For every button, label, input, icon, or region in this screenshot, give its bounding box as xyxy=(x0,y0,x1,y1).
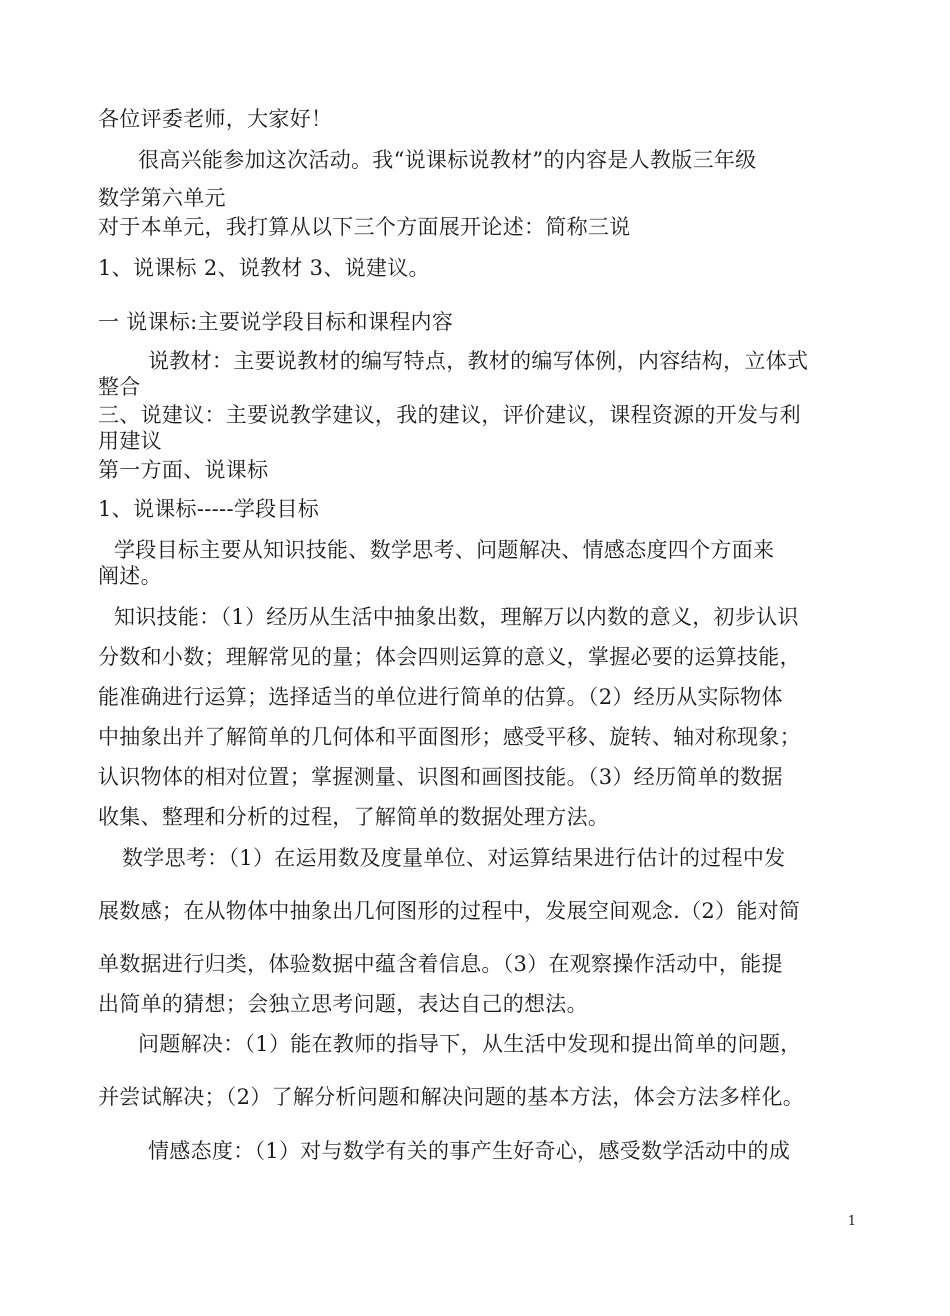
problem-solving-line-2: 并尝试解决；（2）了解分析问题和解决问题的基本方法，体会方法多样化。 xyxy=(98,1085,805,1109)
greeting-line: 各位评委老师，大家好！ xyxy=(98,107,333,131)
part-one-heading: 第一方面、说课标 xyxy=(98,458,269,482)
problem-solving-line-1: 问题解决：（1）能在教师的指导下，从生活中发现和提出简单的问题， xyxy=(138,1032,802,1056)
thinking-line-3: 单数据进行归类，体验数据中蕴含着信息。（3）在观察操作活动中，能提 xyxy=(98,952,783,976)
knowledge-line-3: 能准确进行运算；选择适当的单位进行简单的估算。（2）经历从实际物体 xyxy=(98,685,783,709)
knowledge-line-4: 中抽象出并了解简单的几何体和平面图形；感受平移、旋转、轴对称现象； xyxy=(98,725,801,749)
knowledge-line-6: 收集、整理和分析的过程，了解简单的数据处理方法。 xyxy=(98,805,610,829)
section-two-summary-2: 整合 xyxy=(98,375,141,399)
outline-list-line: 1、说课标 2、说教材 3、说建议。 xyxy=(98,256,430,280)
knowledge-line-1: 知识技能：（1）经历从生活中抽象出数，理解万以内数的意义，初步认识 xyxy=(114,605,799,629)
section-three-summary-1: 三、说建议：主要说教学建议，我的建议，评价建议，课程资源的开发与利 xyxy=(98,403,801,427)
page-number: 1 xyxy=(847,1214,856,1229)
attitude-line-1: 情感态度：（1）对与数学有关的事产生好奇心，感受数学活动中的成 xyxy=(148,1139,791,1163)
knowledge-line-2: 分数和小数；理解常见的量；体会四则运算的意义，掌握必要的运算技能， xyxy=(98,645,801,669)
section-three-summary-2: 用建议 xyxy=(98,429,162,453)
section-one-summary: 一 说课标:主要说学段目标和课程内容 xyxy=(98,310,454,334)
goals-intro-2: 阐述。 xyxy=(98,564,162,588)
section-two-summary-1: 说教材：主要说教材的编写特点，教材的编写体例，内容结构，立体式 xyxy=(148,349,809,373)
intro-line-2: 数学第六单元 xyxy=(98,186,226,210)
thinking-line-1: 数学思考：（1）在运用数及度量单位、对运算结果进行估计的过程中发 xyxy=(122,846,786,870)
intro-line-1: 很高兴能参加这次活动。我“说课标说教材”的内容是人教版三年级 xyxy=(138,148,757,172)
knowledge-line-5: 认识物体的相对位置；掌握测量、识图和画图技能。（3）经历简单的数据 xyxy=(98,765,783,789)
goals-intro-1: 学段目标主要从知识技能、数学思考、问题解决、情感态度四个方面来 xyxy=(114,538,775,562)
thinking-line-2: 展数感；在从物体中抽象出几何图形的过程中，发展空间观念.（2）能对简 xyxy=(98,899,801,923)
thinking-line-4: 出简单的猜想；会独立思考问题，表达自己的想法。 xyxy=(98,992,588,1016)
subsection-heading: 1、说课标-----学段目标 xyxy=(98,497,320,521)
outline-intro-line: 对于本单元，我打算从以下三个方面展开论述：简称三说 xyxy=(98,215,631,239)
